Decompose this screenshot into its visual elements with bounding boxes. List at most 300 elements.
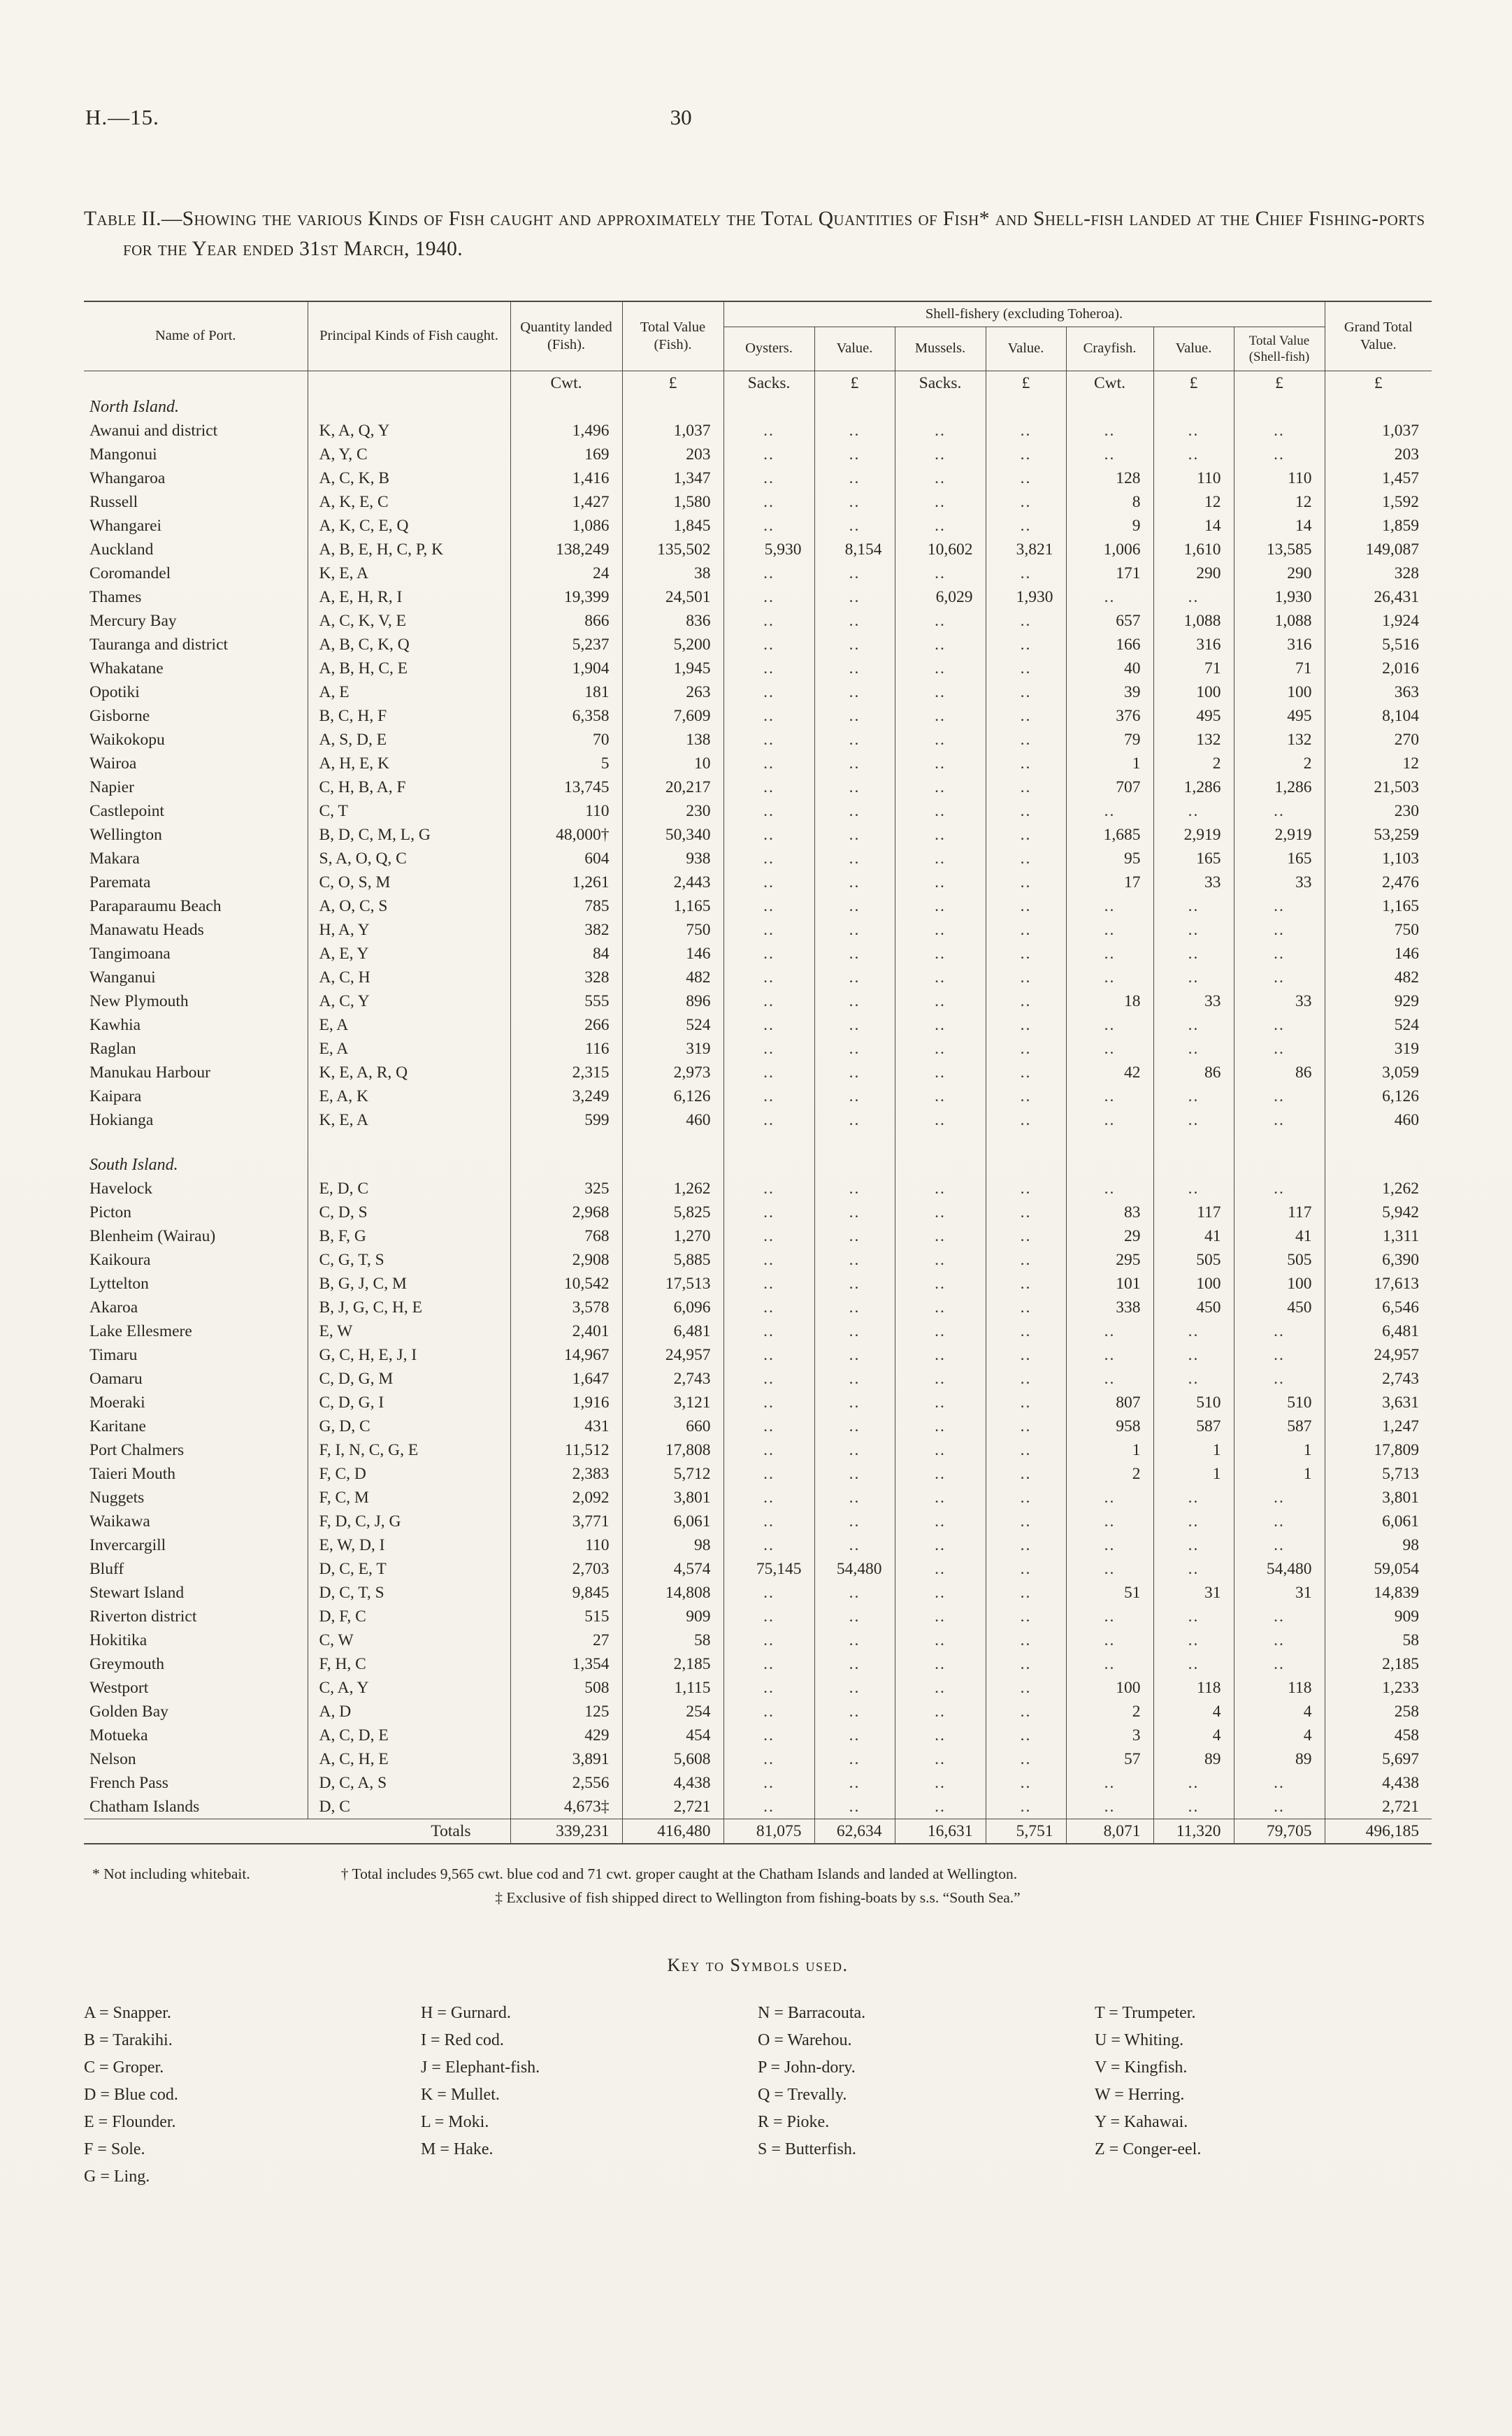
cell-crayfish: .. bbox=[1066, 1771, 1153, 1795]
cell-total-value-fish: 5,200 bbox=[622, 633, 723, 657]
cell-mussels: .. bbox=[895, 561, 986, 585]
cell-total-value-fish: 1,347 bbox=[622, 466, 723, 490]
cell-grand-total-value: 6,390 bbox=[1325, 1248, 1432, 1272]
cell-quantity-landed: 325 bbox=[510, 1177, 622, 1201]
cell-crayfish: 39 bbox=[1066, 680, 1153, 704]
cell-kinds: E, W, D, I bbox=[308, 1533, 510, 1557]
fish-landings-table bbox=[84, 301, 1432, 1844]
unit-oysters-value: £ bbox=[814, 371, 895, 395]
cell-port: Motueka bbox=[84, 1724, 308, 1747]
cell-oysters: .. bbox=[723, 1581, 814, 1605]
cell-grand-total-value: 1,247 bbox=[1325, 1414, 1432, 1438]
port-row bbox=[84, 894, 1432, 918]
key-item: D = Blue cod. bbox=[84, 2086, 178, 2105]
port-row bbox=[84, 870, 1432, 894]
cell-total-value-fish: 2,443 bbox=[622, 870, 723, 894]
section-empty-cell bbox=[1153, 1132, 1234, 1177]
cell-quantity-landed: 2,908 bbox=[510, 1248, 622, 1272]
footnote-double-dagger: ‡ Exclusive of fish shipped direct to Wellington from fishing-boats by s.s. “South Sea.” bbox=[495, 1889, 1021, 1907]
cell-mussels-value: .. bbox=[986, 1486, 1066, 1510]
cell-mussels-value: .. bbox=[986, 870, 1066, 894]
cell-total-value-shellfish: 54,480 bbox=[1234, 1557, 1325, 1581]
port-row bbox=[84, 466, 1432, 490]
cell-port: Kaipara bbox=[84, 1084, 308, 1108]
cell-mussels-value: .. bbox=[986, 1084, 1066, 1108]
cell-total-value-shellfish: .. bbox=[1234, 443, 1325, 466]
cell-grand-total-value: 258 bbox=[1325, 1700, 1432, 1724]
cell-port: Invercargill bbox=[84, 1533, 308, 1557]
port-row bbox=[84, 1414, 1432, 1438]
cell-oysters: .. bbox=[723, 1177, 814, 1201]
cell-mussels-value: .. bbox=[986, 1747, 1066, 1771]
cell-mussels-value: .. bbox=[986, 752, 1066, 775]
cell-quantity-landed: 1,427 bbox=[510, 490, 622, 514]
unit-crayfish: Cwt. bbox=[1066, 371, 1153, 395]
key-columns bbox=[84, 2000, 1432, 2191]
cell-crayfish-value: 89 bbox=[1153, 1747, 1234, 1771]
cell-port: Nuggets bbox=[84, 1486, 308, 1510]
cell-kinds: C, D, G, I bbox=[308, 1391, 510, 1414]
cell-oysters-value: .. bbox=[814, 775, 895, 799]
cell-kinds: A, C, H, E bbox=[308, 1747, 510, 1771]
cell-total-value-fish: 1,270 bbox=[622, 1224, 723, 1248]
cell-crayfish: 17 bbox=[1066, 870, 1153, 894]
col-header-quantity: Quantity landed (Fish). bbox=[510, 301, 622, 371]
cell-grand-total-value: 3,059 bbox=[1325, 1061, 1432, 1084]
key-item: B = Tarakihi. bbox=[84, 2031, 173, 2050]
cell-total-value-fish: 1,580 bbox=[622, 490, 723, 514]
key-column bbox=[421, 2000, 758, 2191]
cell-crayfish-value: 1 bbox=[1153, 1462, 1234, 1486]
cell-mussels-value: .. bbox=[986, 1414, 1066, 1438]
port-row bbox=[84, 514, 1432, 538]
cell-kinds: B, F, G bbox=[308, 1224, 510, 1248]
unit-oysters: Sacks. bbox=[723, 371, 814, 395]
cell-port: Manukau Harbour bbox=[84, 1061, 308, 1084]
cell-grand-total-value: 750 bbox=[1325, 918, 1432, 942]
cell-grand-total-value: 319 bbox=[1325, 1037, 1432, 1061]
cell-kinds: E, W bbox=[308, 1319, 510, 1343]
cell-kinds: D, C, E, T bbox=[308, 1557, 510, 1581]
cell-kinds: A, C, H bbox=[308, 966, 510, 989]
cell-crayfish: .. bbox=[1066, 1605, 1153, 1628]
cell-total-value-fish: 203 bbox=[622, 443, 723, 466]
unit-kinds bbox=[308, 371, 510, 395]
cell-grand-total-value: 2,185 bbox=[1325, 1652, 1432, 1676]
cell-grand-total-value: 909 bbox=[1325, 1605, 1432, 1628]
key-item: Z = Conger-eel. bbox=[1095, 2140, 1202, 2159]
cell-mussels: .. bbox=[895, 633, 986, 657]
key-item: K = Mullet. bbox=[421, 2086, 500, 2105]
cell-grand-total-value: 6,126 bbox=[1325, 1084, 1432, 1108]
table-head bbox=[84, 301, 1432, 371]
cell-quantity-landed: 11,512 bbox=[510, 1438, 622, 1462]
cell-total-value-shellfish: 2 bbox=[1234, 752, 1325, 775]
cell-total-value-shellfish: .. bbox=[1234, 1771, 1325, 1795]
cell-mussels-value: .. bbox=[986, 1676, 1066, 1700]
cell-crayfish: 1,685 bbox=[1066, 823, 1153, 847]
cell-grand-total-value: 1,924 bbox=[1325, 609, 1432, 633]
cell-quantity-landed: 604 bbox=[510, 847, 622, 870]
cell-total-value-shellfish: 100 bbox=[1234, 680, 1325, 704]
cell-crayfish-value: 4 bbox=[1153, 1724, 1234, 1747]
cell-crayfish-value: 41 bbox=[1153, 1224, 1234, 1248]
port-row bbox=[84, 966, 1432, 989]
cell-total-value-shellfish: .. bbox=[1234, 1108, 1325, 1132]
cell-oysters: .. bbox=[723, 419, 814, 443]
cell-total-value-shellfish: .. bbox=[1234, 1319, 1325, 1343]
key-item: U = Whiting. bbox=[1095, 2031, 1184, 2050]
cell-mussels-value: .. bbox=[986, 1013, 1066, 1037]
cell-total-value-shellfish: 110 bbox=[1234, 466, 1325, 490]
port-row bbox=[84, 1296, 1432, 1319]
cell-oysters: .. bbox=[723, 1700, 814, 1724]
cell-port: Whangarei bbox=[84, 514, 308, 538]
cell-crayfish-value: 2 bbox=[1153, 752, 1234, 775]
cell-grand-total-value: 5,942 bbox=[1325, 1201, 1432, 1224]
col-header-grand-total: Grand Total Value. bbox=[1325, 301, 1432, 371]
cell-mussels-value: .. bbox=[986, 1795, 1066, 1819]
cell-oysters: .. bbox=[723, 1013, 814, 1037]
cell-crayfish: .. bbox=[1066, 1084, 1153, 1108]
cell-crayfish-value: 14 bbox=[1153, 514, 1234, 538]
header-row-1 bbox=[84, 301, 1432, 327]
cell-crayfish-value: 1 bbox=[1153, 1438, 1234, 1462]
cell-oysters-value: .. bbox=[814, 1084, 895, 1108]
port-row bbox=[84, 1795, 1432, 1819]
cell-grand-total-value: 1,037 bbox=[1325, 419, 1432, 443]
section-empty-cell bbox=[1325, 1132, 1432, 1177]
cell-quantity-landed: 508 bbox=[510, 1676, 622, 1700]
cell-mussels-value: .. bbox=[986, 847, 1066, 870]
cell-oysters-value: .. bbox=[814, 1510, 895, 1533]
cell-total-value-fish: 230 bbox=[622, 799, 723, 823]
col-header-mussels: Mussels. bbox=[895, 327, 986, 371]
cell-grand-total-value: 230 bbox=[1325, 799, 1432, 823]
cell-total-value-fish: 2,743 bbox=[622, 1367, 723, 1391]
cell-mussels: .. bbox=[895, 1676, 986, 1700]
cell-oysters-value: .. bbox=[814, 894, 895, 918]
cell-kinds: E, A, K bbox=[308, 1084, 510, 1108]
cell-grand-total-value: 59,054 bbox=[1325, 1557, 1432, 1581]
col-header-kinds: Principal Kinds of Fish caught. bbox=[308, 301, 510, 371]
cell-kinds: C, D, S bbox=[308, 1201, 510, 1224]
port-row bbox=[84, 1724, 1432, 1747]
cell-quantity-landed: 266 bbox=[510, 1013, 622, 1037]
cell-port: Thames bbox=[84, 585, 308, 609]
cell-total-value-fish: 24,957 bbox=[622, 1343, 723, 1367]
cell-total-value-fish: 5,608 bbox=[622, 1747, 723, 1771]
cell-port: Hokitika bbox=[84, 1628, 308, 1652]
section-empty-cell bbox=[510, 395, 622, 419]
cell-crayfish: 40 bbox=[1066, 657, 1153, 680]
cell-mussels-value: .. bbox=[986, 1628, 1066, 1652]
totals-row bbox=[84, 1819, 1432, 1844]
cell-oysters: 75,145 bbox=[723, 1557, 814, 1581]
cell-total-value-shellfish: 1,930 bbox=[1234, 585, 1325, 609]
cell-total-value-fish: 6,126 bbox=[622, 1084, 723, 1108]
cell-mussels-value: .. bbox=[986, 704, 1066, 728]
cell-mussels: .. bbox=[895, 419, 986, 443]
cell-oysters-value: .. bbox=[814, 942, 895, 966]
cell-total-value-fish: 660 bbox=[622, 1414, 723, 1438]
cell-grand-total-value: 1,103 bbox=[1325, 847, 1432, 870]
port-row bbox=[84, 752, 1432, 775]
cell-port: Auckland bbox=[84, 538, 308, 561]
cell-oysters-value: .. bbox=[814, 1700, 895, 1724]
cell-oysters-value: .. bbox=[814, 466, 895, 490]
port-row bbox=[84, 775, 1432, 799]
port-row bbox=[84, 1343, 1432, 1367]
cell-grand-total-value: 363 bbox=[1325, 680, 1432, 704]
cell-oysters-value: .. bbox=[814, 918, 895, 942]
cell-oysters: .. bbox=[723, 1533, 814, 1557]
cell-mussels: .. bbox=[895, 752, 986, 775]
cell-oysters-value: .. bbox=[814, 728, 895, 752]
cell-total-value-shellfish: 450 bbox=[1234, 1296, 1325, 1319]
cell-port: Lyttelton bbox=[84, 1272, 308, 1296]
cell-total-value-shellfish: .. bbox=[1234, 799, 1325, 823]
cell-total-value-fish: 2,185 bbox=[622, 1652, 723, 1676]
cell-oysters-value: .. bbox=[814, 561, 895, 585]
cell-total-value-shellfish: .. bbox=[1234, 1486, 1325, 1510]
cell-total-value-shellfish: 41 bbox=[1234, 1224, 1325, 1248]
cell-crayfish: .. bbox=[1066, 1795, 1153, 1819]
cell-total-value-shellfish: 510 bbox=[1234, 1391, 1325, 1414]
cell-quantity-landed: 785 bbox=[510, 894, 622, 918]
key-item: C = Groper. bbox=[84, 2058, 164, 2077]
cell-kinds: A, B, H, C, E bbox=[308, 657, 510, 680]
cell-crayfish-value: 510 bbox=[1153, 1391, 1234, 1414]
key-item: Q = Trevally. bbox=[758, 2086, 847, 2105]
port-row bbox=[84, 918, 1432, 942]
cell-oysters-value: .. bbox=[814, 989, 895, 1013]
cell-quantity-landed: 110 bbox=[510, 799, 622, 823]
cell-oysters: .. bbox=[723, 1084, 814, 1108]
cell-crayfish: .. bbox=[1066, 799, 1153, 823]
section-empty-cell bbox=[986, 395, 1066, 419]
cell-quantity-landed: 1,647 bbox=[510, 1367, 622, 1391]
cell-crayfish: .. bbox=[1066, 419, 1153, 443]
section-empty-cell bbox=[986, 1132, 1066, 1177]
port-row bbox=[84, 419, 1432, 443]
port-row bbox=[84, 657, 1432, 680]
cell-grand-total-value: 17,613 bbox=[1325, 1272, 1432, 1296]
cell-mussels-value: .. bbox=[986, 1391, 1066, 1414]
key-column bbox=[1095, 2000, 1432, 2191]
cell-mussels: .. bbox=[895, 680, 986, 704]
cell-kinds: E, A bbox=[308, 1037, 510, 1061]
cell-crayfish-value: .. bbox=[1153, 1771, 1234, 1795]
cell-mussels-value: .. bbox=[986, 1319, 1066, 1343]
cell-oysters: .. bbox=[723, 1676, 814, 1700]
cell-quantity-landed: 555 bbox=[510, 989, 622, 1013]
cell-kinds: D, C, A, S bbox=[308, 1771, 510, 1795]
cell-mussels: .. bbox=[895, 657, 986, 680]
cell-mussels: .. bbox=[895, 847, 986, 870]
cell-quantity-landed: 3,891 bbox=[510, 1747, 622, 1771]
cell-crayfish: .. bbox=[1066, 1652, 1153, 1676]
key-item: R = Pioke. bbox=[758, 2113, 830, 2132]
cell-mussels: .. bbox=[895, 966, 986, 989]
cell-crayfish-value: 495 bbox=[1153, 704, 1234, 728]
port-row bbox=[84, 1700, 1432, 1724]
cell-crayfish-value: 2,919 bbox=[1153, 823, 1234, 847]
cell-total-value-fish: 1,165 bbox=[622, 894, 723, 918]
cell-crayfish-value: .. bbox=[1153, 1557, 1234, 1581]
cell-grand-total-value: 929 bbox=[1325, 989, 1432, 1013]
cell-oysters: .. bbox=[723, 633, 814, 657]
cell-port: Raglan bbox=[84, 1037, 308, 1061]
cell-oysters-value: .. bbox=[814, 1391, 895, 1414]
cell-crayfish-value: .. bbox=[1153, 1367, 1234, 1391]
units-row bbox=[84, 371, 1432, 395]
cell-total-value-shellfish: .. bbox=[1234, 942, 1325, 966]
port-row bbox=[84, 1367, 1432, 1391]
cell-crayfish-value: 290 bbox=[1153, 561, 1234, 585]
cell-mussels-value: .. bbox=[986, 894, 1066, 918]
cell-quantity-landed: 382 bbox=[510, 918, 622, 942]
cell-oysters: .. bbox=[723, 847, 814, 870]
cell-quantity-landed: 3,771 bbox=[510, 1510, 622, 1533]
port-row bbox=[84, 1581, 1432, 1605]
cell-oysters: .. bbox=[723, 799, 814, 823]
cell-crayfish: 1 bbox=[1066, 752, 1153, 775]
cell-total-value-fish: 460 bbox=[622, 1108, 723, 1132]
cell-port: Mangonui bbox=[84, 443, 308, 466]
key-item: P = John-dory. bbox=[758, 2058, 856, 2077]
cell-mussels: .. bbox=[895, 1108, 986, 1132]
section-empty-cell bbox=[895, 395, 986, 419]
cell-crayfish: 3 bbox=[1066, 1724, 1153, 1747]
cell-total-value-shellfish: 316 bbox=[1234, 633, 1325, 657]
cell-crayfish: .. bbox=[1066, 1177, 1153, 1201]
cell-kinds: F, I, N, C, G, E bbox=[308, 1438, 510, 1462]
cell-crayfish-value: .. bbox=[1153, 1343, 1234, 1367]
cell-grand-total-value: 58 bbox=[1325, 1628, 1432, 1652]
cell-mussels: .. bbox=[895, 1343, 986, 1367]
cell-total-value-fish: 3,121 bbox=[622, 1391, 723, 1414]
port-row bbox=[84, 585, 1432, 609]
cell-oysters-value: .. bbox=[814, 1248, 895, 1272]
cell-oysters: .. bbox=[723, 966, 814, 989]
port-row bbox=[84, 1272, 1432, 1296]
cell-crayfish-value: 587 bbox=[1153, 1414, 1234, 1438]
cell-kinds: B, J, G, C, H, E bbox=[308, 1296, 510, 1319]
cell-oysters: .. bbox=[723, 1061, 814, 1084]
cell-oysters-value: .. bbox=[814, 1486, 895, 1510]
cell-kinds: H, A, Y bbox=[308, 918, 510, 942]
cell-kinds: A, Y, C bbox=[308, 443, 510, 466]
cell-kinds: C, H, B, A, F bbox=[308, 775, 510, 799]
cell-mussels: .. bbox=[895, 609, 986, 633]
cell-crayfish-value: .. bbox=[1153, 1510, 1234, 1533]
cell-quantity-landed: 515 bbox=[510, 1605, 622, 1628]
cell-port: Gisborne bbox=[84, 704, 308, 728]
cell-oysters: 5,930 bbox=[723, 538, 814, 561]
cell-port: Lake Ellesmere bbox=[84, 1319, 308, 1343]
cell-grand-total-value: 26,431 bbox=[1325, 585, 1432, 609]
cell-total-value-shellfish: 33 bbox=[1234, 870, 1325, 894]
cell-mussels: .. bbox=[895, 1533, 986, 1557]
cell-oysters-value: .. bbox=[814, 1462, 895, 1486]
cell-total-value-fish: 2,721 bbox=[622, 1795, 723, 1819]
cell-crayfish: 8 bbox=[1066, 490, 1153, 514]
cell-mussels: .. bbox=[895, 704, 986, 728]
col-header-crayfish-value: Value. bbox=[1153, 327, 1234, 371]
cell-kinds: A, E bbox=[308, 680, 510, 704]
cell-port: Nelson bbox=[84, 1747, 308, 1771]
cell-crayfish: .. bbox=[1066, 894, 1153, 918]
cell-oysters: .. bbox=[723, 1224, 814, 1248]
cell-mussels: .. bbox=[895, 1438, 986, 1462]
cell-total-value-fish: 1,115 bbox=[622, 1676, 723, 1700]
col-header-shellfish-total: Total Value (Shell-fish) bbox=[1234, 327, 1325, 371]
cell-kinds: A, E, H, R, I bbox=[308, 585, 510, 609]
cell-kinds: A, B, C, K, Q bbox=[308, 633, 510, 657]
cell-mussels-value: .. bbox=[986, 775, 1066, 799]
port-row bbox=[84, 1510, 1432, 1533]
cell-crayfish-value: 4 bbox=[1153, 1700, 1234, 1724]
cell-mussels: .. bbox=[895, 1462, 986, 1486]
cell-crayfish: 18 bbox=[1066, 989, 1153, 1013]
section-empty-cell bbox=[510, 1132, 622, 1177]
cell-mussels-value: .. bbox=[986, 1296, 1066, 1319]
section-heading-row bbox=[84, 395, 1432, 419]
cell-total-value-shellfish: .. bbox=[1234, 894, 1325, 918]
cell-mussels: .. bbox=[895, 918, 986, 942]
total-oysters-value: 62,634 bbox=[814, 1819, 895, 1844]
cell-crayfish-value: .. bbox=[1153, 1013, 1234, 1037]
cell-total-value-fish: 24,501 bbox=[622, 585, 723, 609]
cell-total-value-shellfish: 290 bbox=[1234, 561, 1325, 585]
cell-port: Moeraki bbox=[84, 1391, 308, 1414]
cell-mussels-value: .. bbox=[986, 989, 1066, 1013]
cell-oysters: .. bbox=[723, 1605, 814, 1628]
cell-oysters-value: .. bbox=[814, 1272, 895, 1296]
cell-crayfish: 166 bbox=[1066, 633, 1153, 657]
cell-quantity-landed: 169 bbox=[510, 443, 622, 466]
section-empty-cell bbox=[1153, 395, 1234, 419]
cell-kinds: B, D, C, M, L, G bbox=[308, 823, 510, 847]
cell-mussels: .. bbox=[895, 1628, 986, 1652]
cell-mussels: .. bbox=[895, 1700, 986, 1724]
cell-crayfish-value: 100 bbox=[1153, 680, 1234, 704]
cell-quantity-landed: 1,261 bbox=[510, 870, 622, 894]
cell-crayfish: .. bbox=[1066, 1367, 1153, 1391]
col-header-mussels-value: Value. bbox=[986, 327, 1066, 371]
cell-quantity-landed: 2,968 bbox=[510, 1201, 622, 1224]
cell-crayfish-value: .. bbox=[1153, 1319, 1234, 1343]
cell-kinds: A, S, D, E bbox=[308, 728, 510, 752]
cell-kinds: G, C, H, E, J, I bbox=[308, 1343, 510, 1367]
cell-port: Waikawa bbox=[84, 1510, 308, 1533]
key-column bbox=[758, 2000, 1095, 2191]
cell-total-value-fish: 2,973 bbox=[622, 1061, 723, 1084]
total-grand-total-value: 496,185 bbox=[1325, 1819, 1432, 1844]
cell-total-value-shellfish: 71 bbox=[1234, 657, 1325, 680]
cell-grand-total-value: 6,481 bbox=[1325, 1319, 1432, 1343]
cell-grand-total-value: 458 bbox=[1325, 1724, 1432, 1747]
cell-port: Tauranga and district bbox=[84, 633, 308, 657]
cell-crayfish-value: 505 bbox=[1153, 1248, 1234, 1272]
port-row bbox=[84, 1108, 1432, 1132]
cell-mussels: .. bbox=[895, 728, 986, 752]
key-item: I = Red cod. bbox=[421, 2031, 504, 2050]
cell-port: Kawhia bbox=[84, 1013, 308, 1037]
cell-mussels: .. bbox=[895, 823, 986, 847]
port-row bbox=[84, 989, 1432, 1013]
